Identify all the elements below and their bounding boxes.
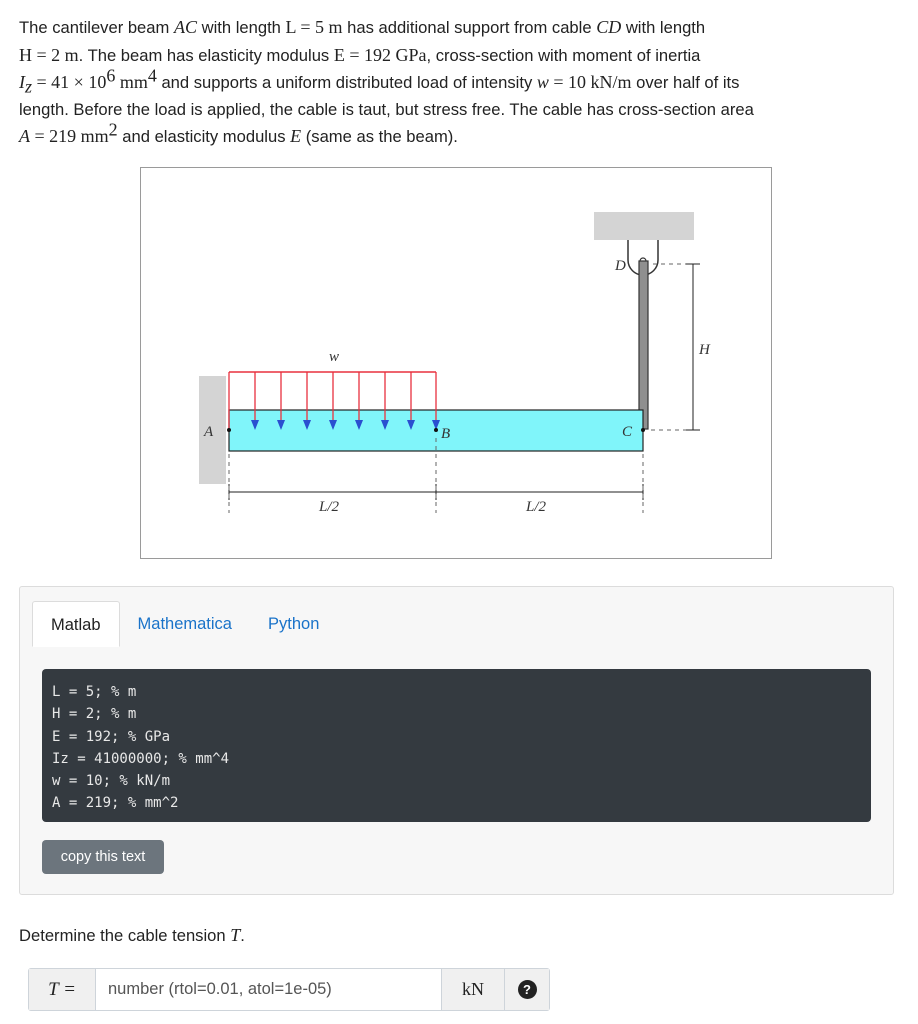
answer-input[interactable] <box>96 969 441 1010</box>
problem-statement <box>19 14 899 151</box>
copy-text-button[interactable]: copy this text <box>42 840 164 874</box>
label-a: A <box>204 424 214 440</box>
code-line: E = 192; % GPa <box>52 728 171 745</box>
length-expression: L = 5 m <box>285 17 343 37</box>
tab-python[interactable]: Python <box>268 615 320 633</box>
height-dimension <box>686 264 700 430</box>
point-c-marker <box>641 428 645 432</box>
label-l-half-right: L/2 <box>526 499 547 515</box>
point-b-marker <box>434 428 438 432</box>
problem-line-3: $I_z = 41 \times 10^6$ $mm^4$ and supports a uniform distributed load of intensity w = 10 kN/m over half of its <box>19 65 740 97</box>
point-a-marker <box>227 428 231 432</box>
problem-line-5: A = 219 $mm^2$ and elasticity modulus E (same as the beam). <box>19 119 458 146</box>
answer-unit: kN <box>441 969 504 1010</box>
label-c: C <box>622 424 633 440</box>
code-line: H = 2; % m <box>52 706 137 723</box>
code-block <box>42 669 871 822</box>
code-line: w = 10; % kN/m <box>52 773 171 790</box>
answer-label: T = <box>29 969 96 1010</box>
problem-line-4: length. Before the load is applied, the cable is taut, but stress free. The cable has cross-section area <box>19 99 754 119</box>
help-button[interactable] <box>504 969 549 1010</box>
label-b: B <box>441 426 451 442</box>
problem-line-1: The cantilever beam AC with length L = 5 m has additional support from cable CD with length <box>19 17 706 37</box>
code-line: Iz = 41000000; % mm^4 <box>52 750 230 767</box>
question-circle-icon: ? <box>518 980 537 999</box>
tab-mathematica[interactable]: Mathematica <box>137 615 232 633</box>
height-expression: H = 2 m <box>19 44 79 65</box>
problem-line-2: H = 2 m. The beam has elasticity modulus E = 192 GPa, cross-section with moment of inertia <box>19 44 701 65</box>
language-tabs <box>32 601 337 647</box>
label-w: w <box>329 349 340 365</box>
extension-lines <box>229 264 689 513</box>
answer-input-group <box>28 968 550 1011</box>
beam-figure <box>140 167 772 559</box>
code-line: L = 5; % m <box>52 684 137 700</box>
code-line: A = 219; % mm^2 <box>52 795 179 812</box>
label-l-half-left: L/2 <box>319 499 340 515</box>
ceiling-support <box>594 212 694 240</box>
tab-matlab[interactable]: Matlab <box>32 601 120 647</box>
cable-cd <box>639 261 648 429</box>
modulus-expression: E = 192 GPa <box>333 44 427 65</box>
code-card <box>19 586 894 895</box>
cable-bracket <box>628 240 658 260</box>
label-h: H <box>699 342 710 358</box>
beam-diagram <box>141 168 773 560</box>
label-d: D <box>615 258 626 274</box>
question-prompt: Determine the cable tension T. <box>19 925 245 945</box>
